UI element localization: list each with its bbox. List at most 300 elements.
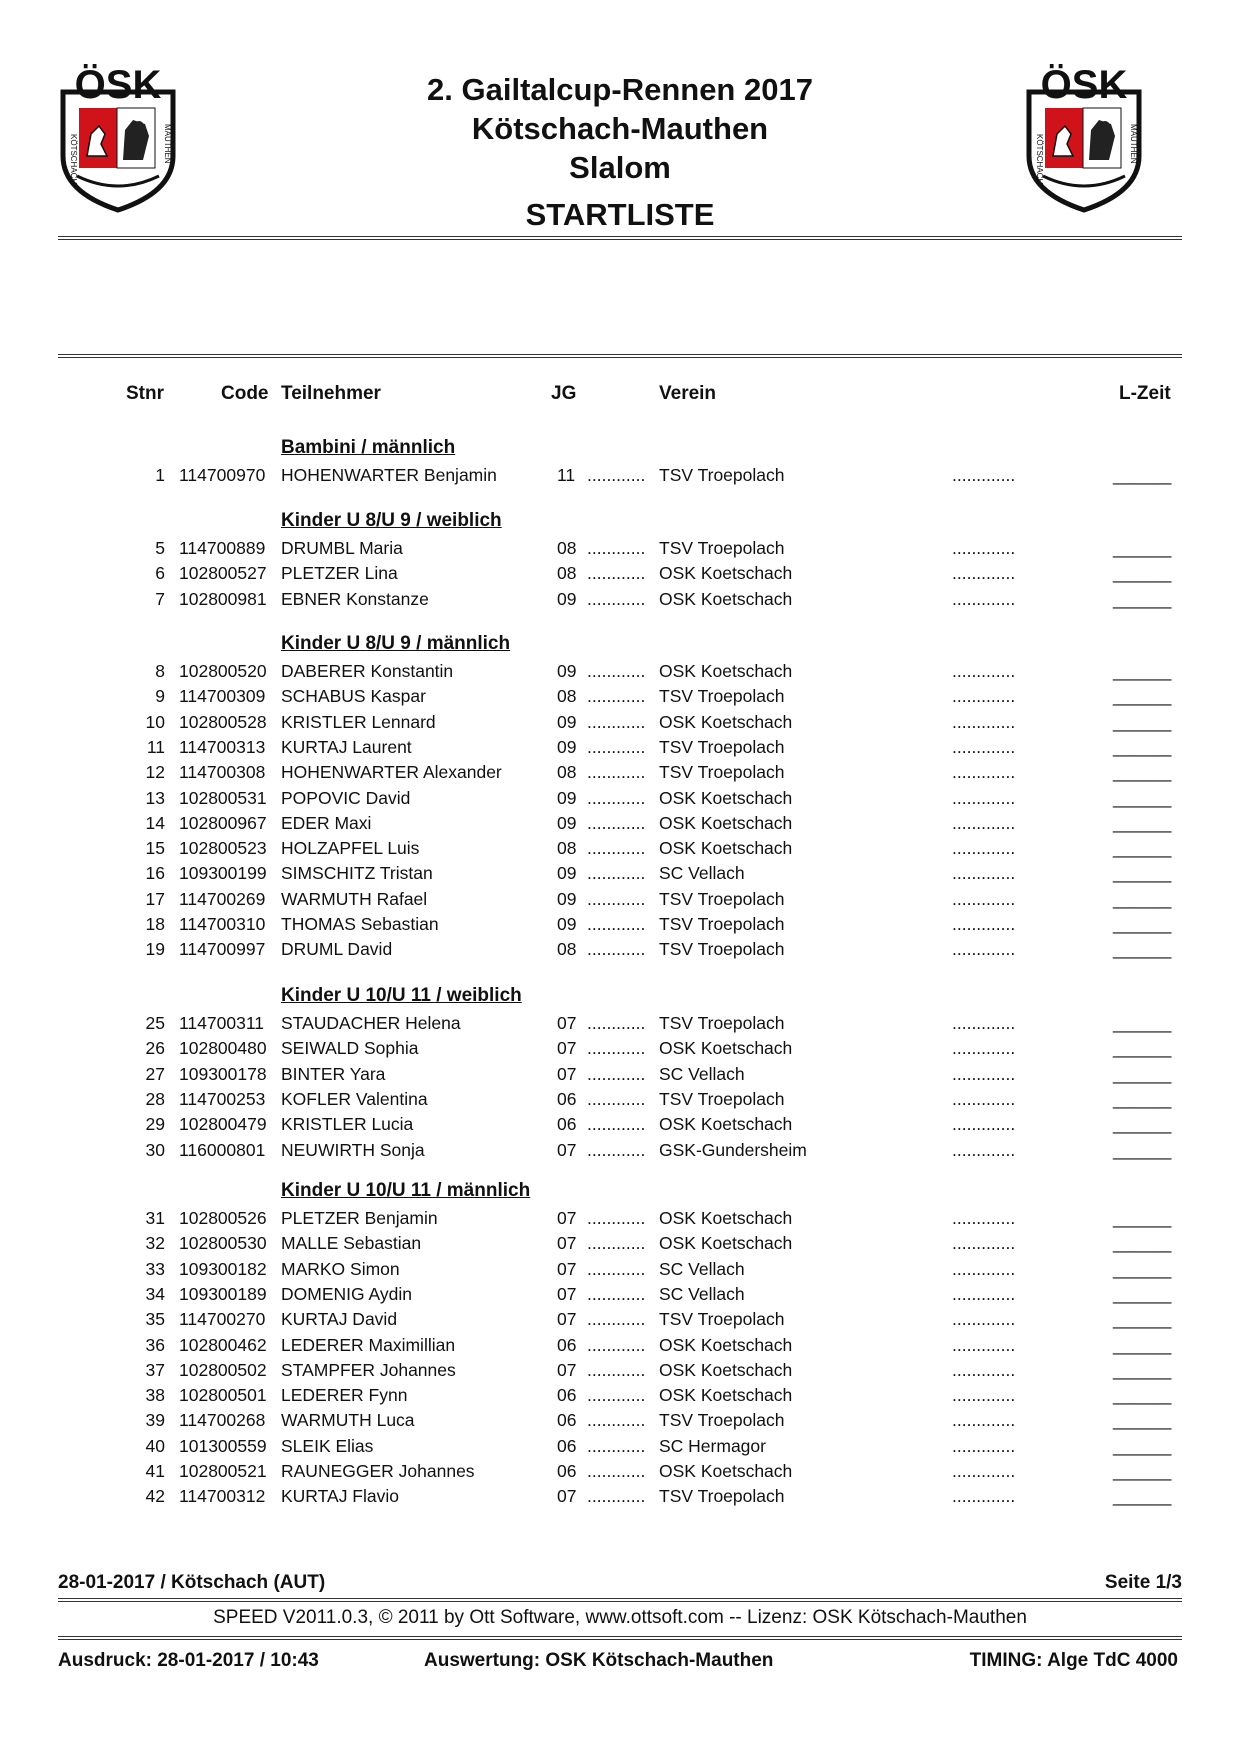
dots-filler: ............	[587, 1013, 646, 1033]
fis-code: 114700268	[179, 1410, 266, 1431]
footer-evaluation: Auswertung: OSK Kötschach-Mauthen	[424, 1650, 774, 1671]
dots-filler: ............	[587, 1410, 646, 1431]
start-number: 10	[145, 711, 165, 732]
time-line: ______	[1113, 563, 1172, 584]
club-name: TSV Troepolach	[659, 686, 785, 707]
racer-name: KURTAJ Flavio	[281, 1486, 399, 1507]
table-row	[0, 465, 1240, 490]
table-row	[0, 1309, 1240, 1334]
fis-code: 101300559	[179, 1435, 267, 1456]
dots-filler: ............	[587, 1233, 646, 1254]
fis-code: 114700313	[179, 736, 266, 757]
dots-filler: .............	[952, 711, 1016, 732]
table-row	[0, 661, 1240, 686]
dots-filler: ............	[587, 762, 646, 783]
col-lzeit: L-Zeit	[1119, 383, 1171, 404]
table-row	[0, 1360, 1240, 1385]
start-number: 13	[145, 787, 165, 808]
table-row	[0, 1486, 1240, 1511]
start-number: 6	[155, 563, 165, 584]
table-row	[0, 1089, 1240, 1114]
racer-name: PLETZER Benjamin	[281, 1208, 438, 1228]
dots-filler: .............	[952, 1385, 1016, 1406]
table-row	[0, 589, 1240, 614]
dots-filler: .............	[952, 1283, 1016, 1304]
fis-code: 102800501	[179, 1385, 267, 1406]
start-number: 8	[155, 661, 165, 681]
header-divider	[58, 236, 1182, 240]
fis-code: 102800520	[179, 661, 267, 681]
racer-name: KRISTLER Lennard	[281, 711, 436, 732]
time-line: ______	[1113, 1359, 1172, 1380]
racer-name: DOMENIG Aydin	[281, 1283, 412, 1304]
racer-name: KURTAJ David	[281, 1309, 398, 1330]
start-number: 38	[145, 1385, 165, 1406]
start-number: 7	[155, 588, 165, 609]
racer-name: KRISTLER Lucia	[281, 1114, 414, 1135]
birth-year: 11	[557, 465, 576, 485]
birth-year: 06	[557, 1114, 577, 1135]
club-name: SC Vellach	[659, 1283, 745, 1304]
birth-year: 07	[557, 1309, 577, 1330]
time-line: ______	[1113, 588, 1172, 609]
time-line: ______	[1113, 1410, 1172, 1431]
dots-filler: ............	[587, 914, 646, 934]
dots-filler: ............	[587, 1435, 646, 1456]
dots-filler: .............	[952, 1063, 1016, 1084]
dots-filler: .............	[952, 1013, 1016, 1033]
start-number: 12	[145, 762, 165, 783]
fis-code: 114700889	[179, 538, 266, 558]
racer-name: MALLE Sebastian	[281, 1233, 422, 1254]
racer-name: LEDERER Fynn	[281, 1385, 408, 1406]
table-row	[0, 1436, 1240, 1461]
time-line: ______	[1113, 661, 1172, 681]
fis-code: 102800523	[179, 838, 267, 859]
club-name: OSK Koetschach	[659, 1208, 793, 1228]
birth-year: 09	[557, 914, 577, 934]
birth-year: 09	[557, 888, 577, 909]
dots-filler: ............	[587, 1208, 646, 1228]
racer-name: SEIWALD Sophia	[281, 1038, 419, 1059]
time-line: ______	[1113, 888, 1172, 909]
dots-filler: .............	[952, 1258, 1016, 1279]
dots-filler: .............	[952, 1233, 1016, 1254]
club-name: OSK Koetschach	[659, 661, 793, 681]
start-number: 27	[145, 1063, 165, 1084]
club-name: TSV Troepolach	[659, 914, 785, 934]
table-row	[0, 939, 1240, 964]
time-line: ______	[1113, 736, 1172, 757]
col-club: Verein	[659, 383, 717, 404]
club-name: GSK-Gundersheim	[659, 1139, 807, 1160]
start-number: 40	[145, 1435, 165, 1456]
footer-timing: TIMING: Alge TdC 4000	[969, 1650, 1178, 1671]
start-number: 30	[145, 1139, 165, 1160]
time-line: ______	[1113, 1013, 1172, 1033]
racer-name: LEDERER Maximillian	[281, 1334, 456, 1355]
birth-year: 08	[557, 538, 577, 558]
dots-filler: .............	[952, 1139, 1016, 1160]
dots-filler: .............	[952, 661, 1016, 681]
club-name: TSV Troepolach	[659, 762, 785, 783]
start-number: 16	[145, 863, 165, 884]
table-row	[0, 1114, 1240, 1139]
dots-filler: .............	[952, 838, 1016, 859]
club-name: TSV Troepolach	[659, 465, 785, 485]
club-name: SC Vellach	[659, 1063, 745, 1084]
dots-filler: .............	[952, 1359, 1016, 1380]
racer-name: DABERER Konstantin	[281, 661, 454, 681]
birth-year: 06	[557, 1410, 577, 1431]
dots-filler: ............	[587, 863, 646, 884]
table-row	[0, 1410, 1240, 1435]
time-line: ______	[1113, 1309, 1172, 1330]
birth-year: 08	[557, 686, 577, 707]
time-line: ______	[1113, 939, 1172, 960]
dots-filler: ............	[587, 1258, 646, 1279]
club-name: OSK Koetschach	[659, 711, 793, 732]
fis-code: 109300199	[179, 863, 267, 884]
start-number: 11	[146, 736, 165, 757]
dots-filler: ............	[587, 787, 646, 808]
footer-divider-bottom	[58, 1636, 1182, 1640]
club-name: TSV Troepolach	[659, 1410, 785, 1431]
start-number: 14	[145, 812, 165, 833]
birth-year: 06	[557, 1435, 577, 1456]
dots-filler: ............	[587, 1114, 646, 1135]
racer-name: SIMSCHITZ Tristan	[281, 863, 433, 884]
fis-code: 114700253	[179, 1088, 266, 1109]
club-name: TSV Troepolach	[659, 1486, 785, 1507]
time-line: ______	[1113, 838, 1172, 859]
dots-filler: ............	[587, 1139, 646, 1160]
birth-year: 09	[557, 863, 577, 884]
dots-filler: ............	[587, 1385, 646, 1406]
logo-text: ÖSK	[74, 64, 162, 107]
club-name: OSK Koetschach	[659, 1334, 793, 1355]
time-line: ______	[1113, 787, 1172, 808]
start-number: 31	[145, 1208, 165, 1228]
fis-code: 114700970	[179, 465, 266, 485]
event-discipline: Slalom	[569, 150, 671, 185]
birth-year: 09	[557, 812, 577, 833]
table-row	[0, 538, 1240, 563]
birth-year: 07	[557, 1208, 577, 1228]
table-row	[0, 1064, 1240, 1089]
time-line: ______	[1113, 1435, 1172, 1456]
section-heading: Kinder U 8/U 9 / weiblich	[281, 510, 502, 531]
fis-code: 102800521	[179, 1461, 267, 1481]
footer-printed: Ausdruck: 28-01-2017 / 10:43	[58, 1650, 319, 1671]
dots-filler: .............	[952, 588, 1016, 609]
dots-filler: .............	[952, 1334, 1016, 1355]
racer-name: DRUML David	[281, 939, 393, 960]
racer-name: HOHENWARTER Alexander	[281, 762, 502, 783]
dots-filler: .............	[952, 787, 1016, 808]
svg-text:KÖTSCHACH: KÖTSCHACH	[1035, 134, 1044, 185]
club-name: OSK Koetschach	[659, 1038, 793, 1059]
table-row	[0, 914, 1240, 939]
racer-name: THOMAS Sebastian	[281, 914, 439, 934]
svg-text:KÖTSCHACH: KÖTSCHACH	[69, 134, 78, 185]
time-line: ______	[1113, 863, 1172, 884]
dots-filler: .............	[952, 538, 1016, 558]
table-row	[0, 788, 1240, 813]
col-stnr: Stnr	[126, 383, 164, 404]
time-line: ______	[1113, 1038, 1172, 1059]
dots-filler: ............	[587, 711, 646, 732]
time-line: ______	[1113, 1258, 1172, 1279]
dots-filler: ............	[587, 661, 646, 681]
dots-filler: ............	[587, 1461, 646, 1481]
racer-name: KURTAJ Laurent	[281, 736, 412, 757]
dots-filler: ............	[587, 1088, 646, 1109]
section-heading: Kinder U 8/U 9 / männlich	[281, 633, 511, 654]
racer-name: DRUMBL Maria	[281, 538, 403, 558]
fis-code: 114700270	[179, 1309, 266, 1330]
birth-year: 06	[557, 1385, 577, 1406]
club-name: TSV Troepolach	[659, 888, 785, 909]
start-number: 1	[155, 465, 165, 485]
birth-year: 09	[557, 736, 577, 757]
club-name: OSK Koetschach	[659, 812, 793, 833]
racer-name: RAUNEGGER Johannes	[281, 1461, 475, 1481]
start-number: 9	[155, 686, 165, 707]
svg-text:MAUTHEN: MAUTHEN	[1129, 124, 1138, 164]
start-number: 5	[155, 538, 165, 558]
start-number: 26	[145, 1038, 165, 1059]
fis-code: 114700311	[179, 1013, 264, 1033]
dots-filler: .............	[952, 914, 1016, 934]
racer-name: KOFLER Valentina	[281, 1088, 428, 1109]
dots-filler: ............	[587, 1063, 646, 1084]
racer-name: NEUWIRTH Sonja	[281, 1139, 425, 1160]
table-row	[0, 1208, 1240, 1233]
section-heading: Kinder U 10/U 11 / männlich	[281, 1180, 531, 1201]
time-line: ______	[1113, 538, 1172, 558]
club-name: TSV Troepolach	[659, 736, 785, 757]
start-number: 29	[145, 1114, 165, 1135]
birth-year: 07	[557, 1486, 577, 1507]
dots-filler: ............	[587, 838, 646, 859]
birth-year: 07	[557, 1063, 577, 1084]
birth-year: 09	[557, 588, 577, 609]
racer-name: PLETZER Lina	[281, 563, 398, 584]
dots-filler: .............	[952, 863, 1016, 884]
col-jg: JG	[551, 383, 577, 404]
club-name: TSV Troepolach	[659, 538, 785, 558]
table-row	[0, 563, 1240, 588]
racer-name: EDER Maxi	[281, 812, 372, 833]
racer-name: HOLZAPFEL Luis	[281, 838, 420, 859]
time-line: ______	[1113, 1385, 1172, 1406]
fis-code: 116000801	[179, 1139, 266, 1160]
racer-name: MARKO Simon	[281, 1258, 400, 1279]
section-heading: Kinder U 10/U 11 / weiblich	[281, 985, 522, 1006]
table-row	[0, 1385, 1240, 1410]
col-code: Code	[221, 383, 269, 404]
time-line: ______	[1113, 914, 1172, 934]
fis-code: 109300189	[179, 1283, 267, 1304]
table-row	[0, 863, 1240, 888]
birth-year: 07	[557, 1013, 577, 1033]
dots-filler: .............	[952, 1309, 1016, 1330]
table-row	[0, 889, 1240, 914]
dots-filler: .............	[952, 1461, 1016, 1481]
start-number: 17	[145, 888, 165, 909]
dots-filler: .............	[952, 888, 1016, 909]
start-number: 42	[145, 1486, 165, 1507]
start-number: 32	[145, 1233, 165, 1254]
start-number: 18	[145, 914, 165, 934]
start-number: 35	[145, 1309, 165, 1330]
logo-text: ÖSK	[1040, 64, 1128, 107]
club-name: OSK Koetschach	[659, 588, 793, 609]
section-heading: Bambini / männlich	[281, 437, 456, 458]
racer-name: BINTER Yara	[281, 1063, 386, 1084]
fis-code: 102800480	[179, 1038, 267, 1059]
racer-name: EBNER Konstanze	[281, 588, 429, 609]
birth-year: 06	[557, 1461, 577, 1481]
birth-year: 08	[557, 563, 577, 584]
table-row	[0, 1284, 1240, 1309]
dots-filler: ............	[587, 1283, 646, 1304]
dots-filler: ............	[587, 588, 646, 609]
fis-code: 102800528	[179, 711, 267, 732]
racer-name: STAMPFER Johannes	[281, 1359, 456, 1380]
birth-year: 07	[557, 1283, 577, 1304]
club-name: OSK Koetschach	[659, 787, 793, 808]
fis-code: 102800527	[179, 563, 267, 584]
fis-code: 114700309	[179, 686, 266, 707]
dots-filler: .............	[952, 563, 1016, 584]
birth-year: 06	[557, 1334, 577, 1355]
fis-code: 102800502	[179, 1359, 267, 1380]
dots-filler: .............	[952, 762, 1016, 783]
table-row	[0, 737, 1240, 762]
birth-year: 09	[557, 661, 577, 681]
birth-year: 07	[557, 1258, 577, 1279]
dots-filler: ............	[587, 1309, 646, 1330]
time-line: ______	[1113, 762, 1172, 783]
birth-year: 08	[557, 838, 577, 859]
racer-name: STAUDACHER Helena	[281, 1013, 461, 1033]
club-name: OSK Koetschach	[659, 1114, 793, 1135]
footer-software: SPEED V2011.0.3, © 2011 by Ott Software, www.ottsoft.com -- Lizenz: OSK Kötschach-Mauthen	[213, 1607, 1027, 1628]
time-line: ______	[1113, 812, 1172, 833]
time-line: ______	[1113, 1063, 1172, 1084]
time-line: ______	[1113, 686, 1172, 707]
time-line: ______	[1113, 711, 1172, 732]
start-number: 28	[145, 1088, 165, 1109]
club-name: TSV Troepolach	[659, 939, 785, 960]
club-name: TSV Troepolach	[659, 1309, 785, 1330]
time-line: ______	[1113, 1233, 1172, 1254]
dots-filler: .............	[952, 1435, 1016, 1456]
dots-filler: .............	[952, 1486, 1016, 1507]
dots-filler: ............	[587, 939, 646, 960]
birth-year: 07	[557, 1139, 577, 1160]
table-row	[0, 1335, 1240, 1360]
birth-year: 09	[557, 787, 577, 808]
racer-name: WARMUTH Rafael	[281, 888, 428, 909]
club-name: OSK Koetschach	[659, 563, 793, 584]
list-title: STARTLISTE	[525, 197, 715, 232]
birth-year: 07	[557, 1359, 577, 1380]
club-name: SC Hermagor	[659, 1435, 766, 1456]
fis-code: 114700997	[179, 939, 266, 960]
dots-filler: ............	[587, 1334, 646, 1355]
event-title: 2. Gailtalcup-Rennen 2017	[427, 72, 813, 107]
fis-code: 114700269	[179, 888, 266, 909]
fis-code: 102800462	[179, 1334, 267, 1355]
dots-filler: ............	[587, 736, 646, 757]
start-number: 37	[145, 1359, 165, 1380]
dots-filler: ............	[587, 1359, 646, 1380]
time-line: ______	[1113, 1208, 1172, 1228]
event-location: Kötschach-Mauthen	[471, 111, 769, 146]
dots-filler: ............	[587, 563, 646, 584]
club-name: SC Vellach	[659, 863, 745, 884]
time-line: ______	[1113, 1283, 1172, 1304]
dots-filler: .............	[952, 686, 1016, 707]
start-number: 41	[145, 1461, 165, 1481]
fis-code: 114700310	[179, 914, 266, 934]
dots-filler: .............	[952, 812, 1016, 833]
racer-name: HOHENWARTER Benjamin	[281, 465, 497, 485]
table-row	[0, 1140, 1240, 1165]
table-row	[0, 838, 1240, 863]
dots-filler: .............	[952, 1410, 1016, 1431]
racer-name: SCHABUS Kaspar	[281, 686, 426, 707]
fis-code: 102800526	[179, 1208, 267, 1228]
time-line: ______	[1113, 1334, 1172, 1355]
racer-name: SLEIK Elias	[281, 1435, 374, 1456]
fis-code: 102800967	[179, 812, 267, 833]
start-number: 39	[145, 1410, 165, 1431]
dots-filler: .............	[952, 1208, 1016, 1228]
birth-year: 08	[557, 762, 577, 783]
table-row	[0, 1461, 1240, 1486]
dots-filler: ............	[587, 686, 646, 707]
start-number: 15	[145, 838, 165, 859]
birth-year: 06	[557, 1088, 577, 1109]
start-number: 33	[145, 1258, 165, 1279]
club-name: TSV Troepolach	[659, 1013, 785, 1033]
table-row	[0, 1233, 1240, 1258]
dots-filler: ............	[587, 538, 646, 558]
dots-filler: .............	[952, 939, 1016, 960]
start-number: 36	[145, 1334, 165, 1355]
table-divider	[58, 354, 1182, 358]
table-row	[0, 813, 1240, 838]
fis-code: 102800530	[179, 1233, 267, 1254]
time-line: ______	[1113, 1139, 1172, 1160]
time-line: ______	[1113, 1486, 1172, 1507]
table-row	[0, 712, 1240, 737]
birth-year: 07	[557, 1038, 577, 1059]
dots-filler: .............	[952, 736, 1016, 757]
dots-filler: ............	[587, 1486, 646, 1507]
start-number: 25	[145, 1013, 165, 1033]
fis-code: 102800479	[179, 1114, 267, 1135]
racer-name: WARMUTH Luca	[281, 1410, 415, 1431]
table-row	[0, 1013, 1240, 1038]
club-name: OSK Koetschach	[659, 1359, 793, 1380]
col-name: Teilnehmer	[281, 383, 381, 404]
time-line: ______	[1113, 1461, 1172, 1481]
